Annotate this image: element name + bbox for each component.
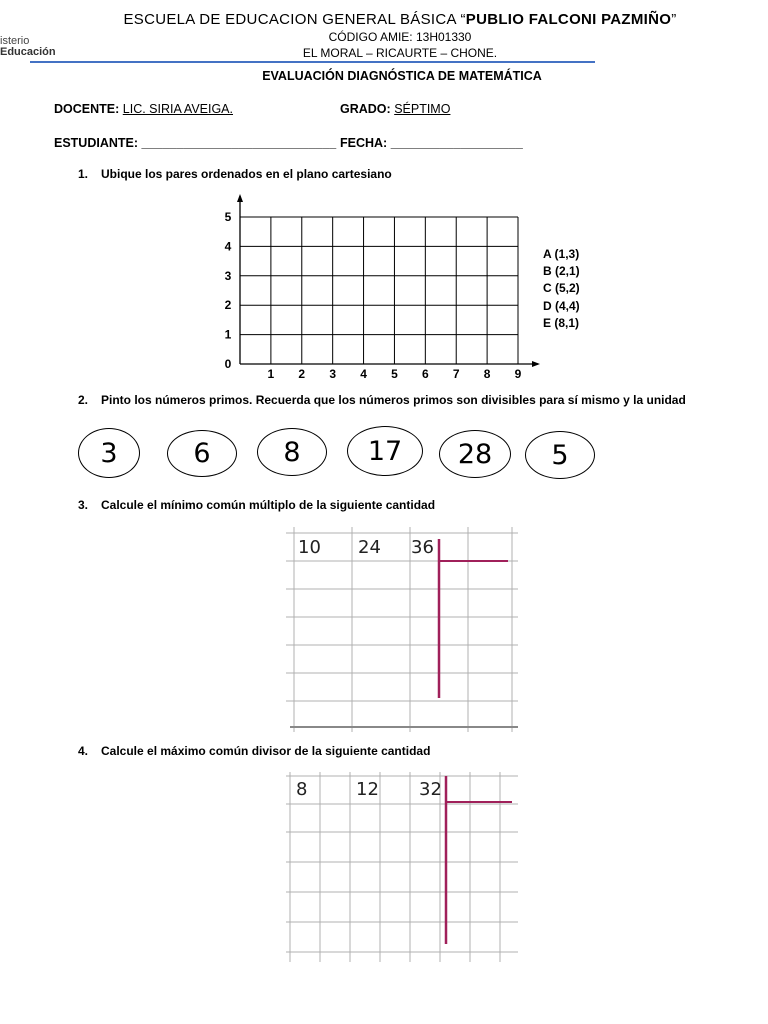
number-oval-1[interactable] [78,428,140,478]
question-text: Calcule el mínimo común múltiplo de la siguiente cantidad [101,498,436,512]
gcd-worksheet [286,772,518,962]
grado-line [340,102,450,116]
school-name: PUBLIO FALCONI PAZMIÑO [465,11,672,28]
x-tick-label: 5 [391,367,398,381]
question-number: 4. [78,744,89,758]
question-text: Calcule el máximo común divisor de la siguiente cantidad [101,744,431,758]
gcd-grid [286,772,518,962]
ordered-pair-e: E (8,1) [543,315,580,330]
gcd-number-2: 12 [356,779,379,800]
y-tick-label: 1 [224,327,232,342]
x-tick-label: 4 [360,367,367,381]
x-axis-arrow-icon [532,361,540,367]
school-suffix: ” [671,11,677,28]
question-number: 2. [78,393,89,407]
x-tick-label: 7 [452,367,460,381]
logo-line-1: isterio [0,35,30,47]
x-tick-label: 8 [483,367,491,381]
cartesian-axes [237,194,540,367]
lcm-number-1: 10 [298,537,321,558]
grado-value: SÉPTIMO [394,102,451,116]
cartesian-tick-labels [225,210,522,381]
number-oval-3[interactable] [257,428,327,476]
gcd-number-3: 32 [419,779,442,800]
docente-label: DOCENTE: [54,102,120,116]
question-3 [78,498,435,512]
school-title [0,11,768,28]
question-4 [78,744,430,758]
ordered-pair-b: B (2,1) [543,264,580,279]
gcd-number-1: 8 [296,779,308,800]
y-tick-label: 5 [224,210,232,224]
x-tick-label: 1 [267,367,275,381]
question-text: Ubique los pares ordenados en el plano cartesiano [101,167,392,181]
y-tick-label: 2 [224,298,232,313]
ordered-pair-a: A (1,3) [543,247,580,261]
x-tick-label: 6 [421,367,429,381]
y-tick-label: 0 [224,357,232,371]
docente-value: LIC. SIRIA AVEIGA. [122,102,233,116]
header-rule [30,61,595,63]
grado-label: GRADO: [340,102,391,116]
number-oval-2[interactable] [167,430,237,477]
number-oval-5[interactable] [439,430,511,478]
y-tick-label: 4 [224,239,232,254]
lcm-number-3: 36 [411,537,434,558]
oval-number: 6 [193,438,211,469]
question-text: Pinto los números primos. Recuerda que los números primos son divisibles para sí mismo y la unidad [101,393,686,407]
estudiante-field: ESTUDIANTE: ____________________________ [54,136,337,150]
logo-line-2: Educación [0,46,56,58]
ordered-pairs-list [543,246,580,332]
y-tick-label: 3 [224,268,232,283]
oval-number: 17 [367,435,403,467]
x-tick-label: 9 [514,367,522,381]
lcm-number-2: 24 [358,537,381,558]
oval-number: 3 [100,437,118,469]
oval-number: 8 [283,436,301,468]
number-oval-6[interactable] [525,431,595,479]
docente-line [54,102,233,116]
ordered-pair-d: D (4,4) [543,298,580,313]
question-2 [78,393,686,407]
fecha-field: FECHA: ___________________ [340,136,523,150]
school-location: EL MORAL – RICAURTE – CHONE. [302,46,498,60]
x-tick-label: 3 [329,367,337,381]
oval-number: 28 [457,438,493,470]
lcm-worksheet [286,527,518,732]
cartesian-grid [240,217,518,364]
cartesian-plane [210,190,550,382]
amie-code: CÓDIGO AMIE: 13H01330 [328,30,472,44]
x-tick-label: 2 [298,367,306,381]
question-number: 1. [78,167,89,181]
question-1 [78,167,392,181]
number-oval-4[interactable] [347,426,423,476]
y-axis-arrow-icon [237,194,243,202]
school-prefix: ESCUELA DE EDUCACION GENERAL BÁSICA “ [123,11,466,28]
ordered-pair-c: C (5,2) [543,281,580,296]
oval-number: 5 [551,439,569,471]
evaluation-title: EVALUACIÓN DIAGNÓSTICA DE MATEMÁTICA [262,69,542,83]
question-number: 3. [78,498,89,512]
